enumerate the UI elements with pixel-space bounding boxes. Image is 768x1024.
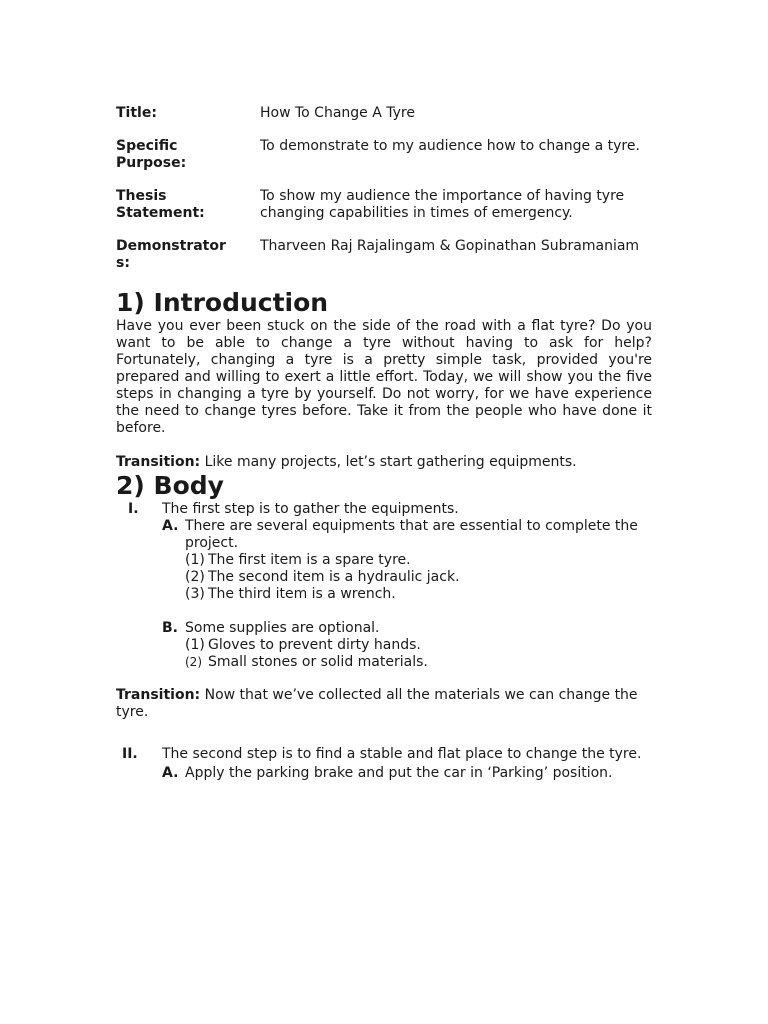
spacer: [116, 671, 652, 687]
step-two-point-a: [162, 764, 652, 783]
thesis-statement-label-line1: Thesis: [116, 188, 167, 204]
list-item: [185, 569, 652, 586]
specific-purpose-label: [116, 138, 260, 172]
step-one-point-a-letter: A.: [162, 518, 179, 534]
demonstrators-row: [116, 238, 652, 272]
list-item-text: The second item is a hydraulic jack.: [208, 569, 460, 585]
step-two: [116, 745, 652, 783]
step-one-point-b: [162, 620, 652, 637]
list-item: [185, 654, 652, 671]
intro-transition-label: Transition:: [116, 454, 201, 470]
list-item-text: Gloves to prevent dirty hands.: [208, 637, 421, 653]
list-item: [185, 586, 652, 603]
spacer: [116, 437, 652, 454]
thesis-statement-row: [116, 188, 652, 222]
list-item: [185, 552, 652, 569]
step-two-numeral: II.: [122, 746, 138, 762]
body-transition-label: Transition:: [116, 687, 201, 703]
body-transition: [116, 687, 652, 721]
demonstrators-label: [116, 238, 260, 272]
introduction-heading: 1) Introduction: [116, 288, 329, 317]
body-transition-text: Now that we’ve collected all the materials we can change the tyre.: [116, 687, 638, 720]
spacer: [162, 603, 652, 620]
specific-purpose-label-line1: Specific: [116, 138, 178, 154]
list-item-number: (2): [185, 655, 202, 669]
list-item: [185, 637, 652, 654]
step-one-point-a-text: There are several equipments that are essential to complete the project.: [185, 518, 638, 551]
title-value: How To Change A Tyre: [260, 105, 415, 121]
list-item-number: (1): [185, 552, 205, 568]
intro-transition: [116, 454, 652, 471]
step-two-point-a-letter: A.: [162, 765, 179, 781]
step-two-point-a-text: Apply the parking brake and put the car in ‘Parking’ position.: [185, 765, 613, 781]
step-one-body: [162, 501, 652, 671]
document-page: [116, 105, 652, 783]
step-two-text: The second step is to find a stable and flat place to change the tyre.: [162, 746, 642, 762]
step-one-point-a: [162, 518, 652, 552]
list-item-text: The third item is a wrench.: [208, 586, 396, 602]
thesis-statement-label: [116, 188, 260, 222]
title-label: Title:: [116, 105, 157, 121]
body-heading: 2) Body: [116, 471, 224, 500]
introduction-paragraph: Have you ever been stuck on the side of the road with a flat tyre? Do you want to be able to change a tyre without having to ask for help? Fortunately, changing a tyre is a pretty simple task, provided you're prepared and willing to exert a little effort. Today, we will show you the five steps in changing a tyre by yourself. Do not worry, for we have experience the need to change tyres before. Take it from the people who have done it before.: [116, 318, 652, 436]
title-row: [116, 105, 652, 122]
step-one-numeral: I.: [128, 501, 139, 517]
specific-purpose-label-line2: Purpose:: [116, 155, 187, 171]
list-item-number: (1): [185, 637, 205, 653]
list-item-text: The first item is a spare tyre.: [208, 552, 411, 568]
list-item-text: Small stones or solid materials.: [208, 654, 428, 670]
step-one-point-b-text: Some supplies are optional.: [185, 620, 380, 636]
step-two-body: [162, 745, 652, 783]
specific-purpose-value: To demonstrate to my audience how to change a tyre.: [260, 138, 640, 154]
demonstrators-label-line1: Demonstrator: [116, 238, 226, 254]
step-one-text: The first step is to gather the equipments.: [162, 501, 459, 517]
demonstrators-label-line2: s:: [116, 255, 130, 271]
thesis-statement-label-line2: Statement:: [116, 205, 205, 221]
demonstrators-value: Tharveen Raj Rajalingam & Gopinathan Subramaniam: [260, 238, 640, 254]
list-item-number: (3): [185, 586, 205, 602]
thesis-statement-value: To show my audience the importance of having tyre changing capabilities in times of emergency.: [260, 188, 625, 221]
list-item-number: (2): [185, 569, 205, 585]
step-one: [116, 501, 652, 671]
spacer: [116, 721, 652, 745]
specific-purpose-row: [116, 138, 652, 172]
intro-transition-text: Like many projects, let’s start gathering equipments.: [204, 454, 577, 470]
step-one-point-b-letter: B.: [162, 620, 178, 636]
